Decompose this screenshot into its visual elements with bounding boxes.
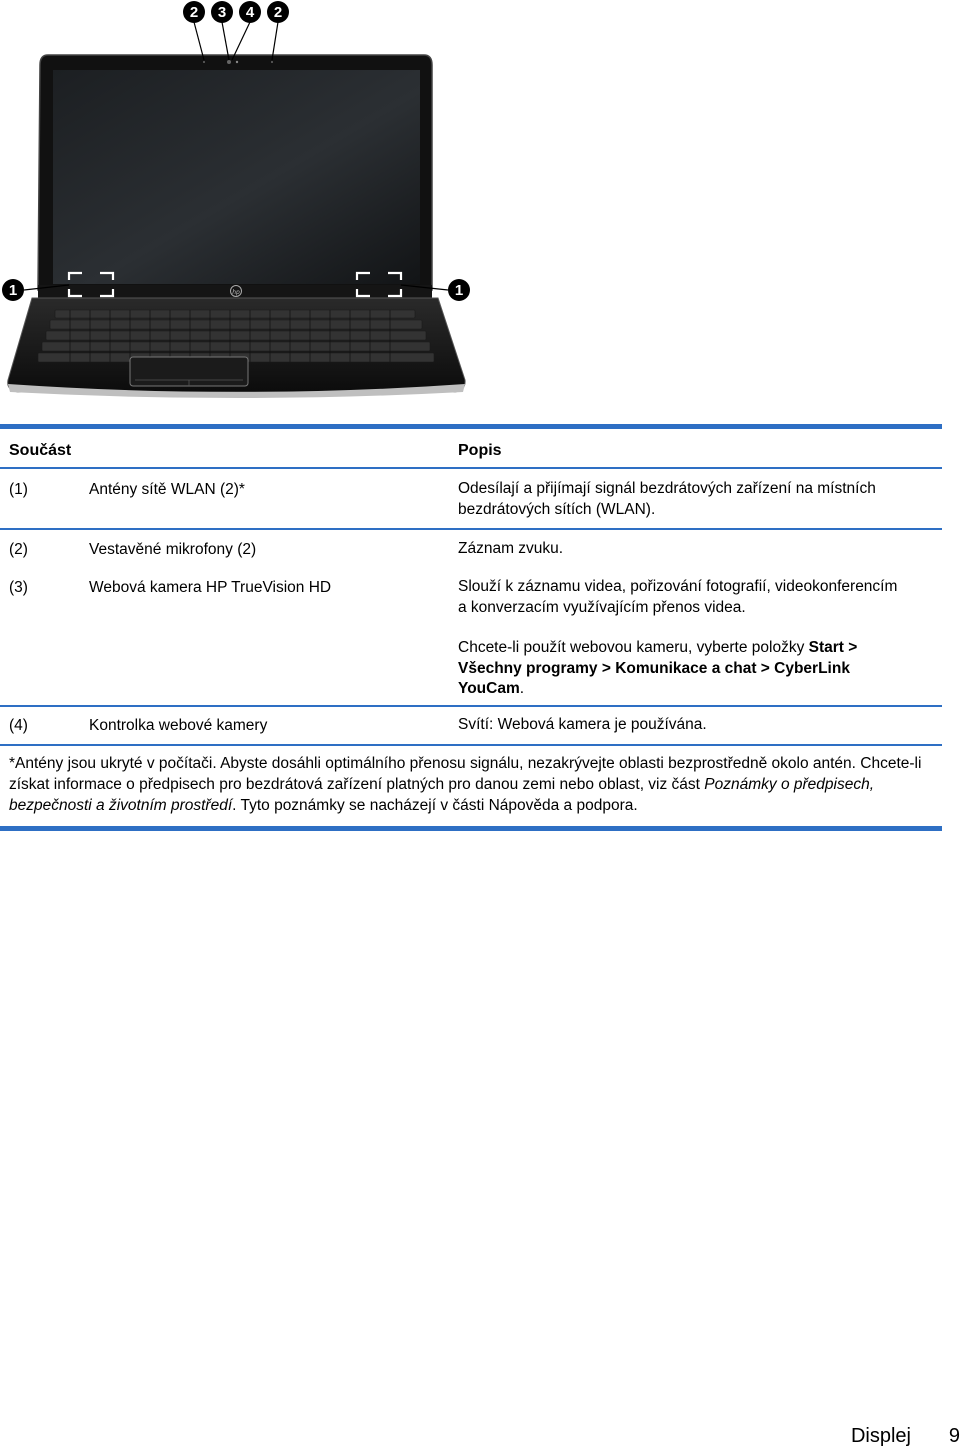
callout-badge <box>267 1 289 23</box>
header-description: Popis <box>458 442 502 459</box>
laptop-figure <box>0 0 480 405</box>
row-number: (1) <box>9 481 28 498</box>
callout-badge <box>211 1 233 23</box>
row-number: (3) <box>9 579 28 596</box>
svg-text:3: 3 <box>217 4 227 21</box>
component-table <box>0 424 942 831</box>
page-number: 9 <box>948 1425 960 1447</box>
callout-badge <box>183 1 205 23</box>
table-row <box>0 566 942 705</box>
keyboard <box>38 310 434 362</box>
webcam-lens <box>227 60 231 64</box>
header-component: Součást <box>9 442 72 459</box>
footer-section-name: Displej <box>850 1425 911 1447</box>
row-number: (2) <box>9 541 28 558</box>
row-component: Antény sítě WLAN (2)* <box>89 481 245 498</box>
svg-text:hp: hp <box>232 289 240 296</box>
row-description: Záznam zvuku. <box>458 540 564 557</box>
callout-badge <box>448 279 470 301</box>
laptop-screen <box>53 70 420 284</box>
svg-text:4: 4 <box>245 4 255 21</box>
callout-badge <box>2 279 24 301</box>
table-row <box>0 530 942 566</box>
svg-text:2: 2 <box>189 4 199 21</box>
row-component: Vestavěné mikrofony (2) <box>89 541 257 558</box>
row-description: Odesílají a přijímají signál bezdrátových zařízení na místních bezdrátových sítích (WLAN). <box>458 480 876 518</box>
svg-text:1: 1 <box>454 282 464 299</box>
webcam-instructions: Chcete-li použít webovou kameru, vyberte položky Start > Všechny programy > Komunikace a chat > CyberLink YouCam. <box>458 639 858 697</box>
table-bottom-rule <box>0 826 942 831</box>
row-description: Slouží k záznamu videa, pořizování fotografií, videokonferencím a konverzacím využívajícím přenos videa. Chcete-li použít webovou kameru, vyberte položky Start > Všechny programy > Komunikace a chat > CyberLink YouCam. <box>458 577 938 700</box>
antenna-footnote: *Antény jsou ukryté v počítači. Abyste dosáhli optimálního přenosu signálu, nezakrývejte oblasti bezprostředně okolo antén. Chcete-li získat informace o předpisech pro bezdrátová zařízení platných pro danou zemi nebo oblast, viz část Poznámky o předpisech, bezpečnosti a životním prostředí. Tyto poznámky se nacházejí v části Nápověda a podpora. <box>9 755 922 814</box>
row-number: (4) <box>9 717 28 734</box>
callout-badge <box>239 1 261 23</box>
table-header <box>0 429 942 467</box>
row-component: Webová kamera HP TrueVision HD <box>89 579 332 596</box>
row-component: Kontrolka webové kamery <box>89 717 268 734</box>
svg-text:2: 2 <box>273 4 283 21</box>
svg-text:1: 1 <box>8 282 18 299</box>
table-row <box>0 707 942 744</box>
row-description: Svítí: Webová kamera je používána. <box>458 716 707 733</box>
table-row <box>0 469 942 528</box>
